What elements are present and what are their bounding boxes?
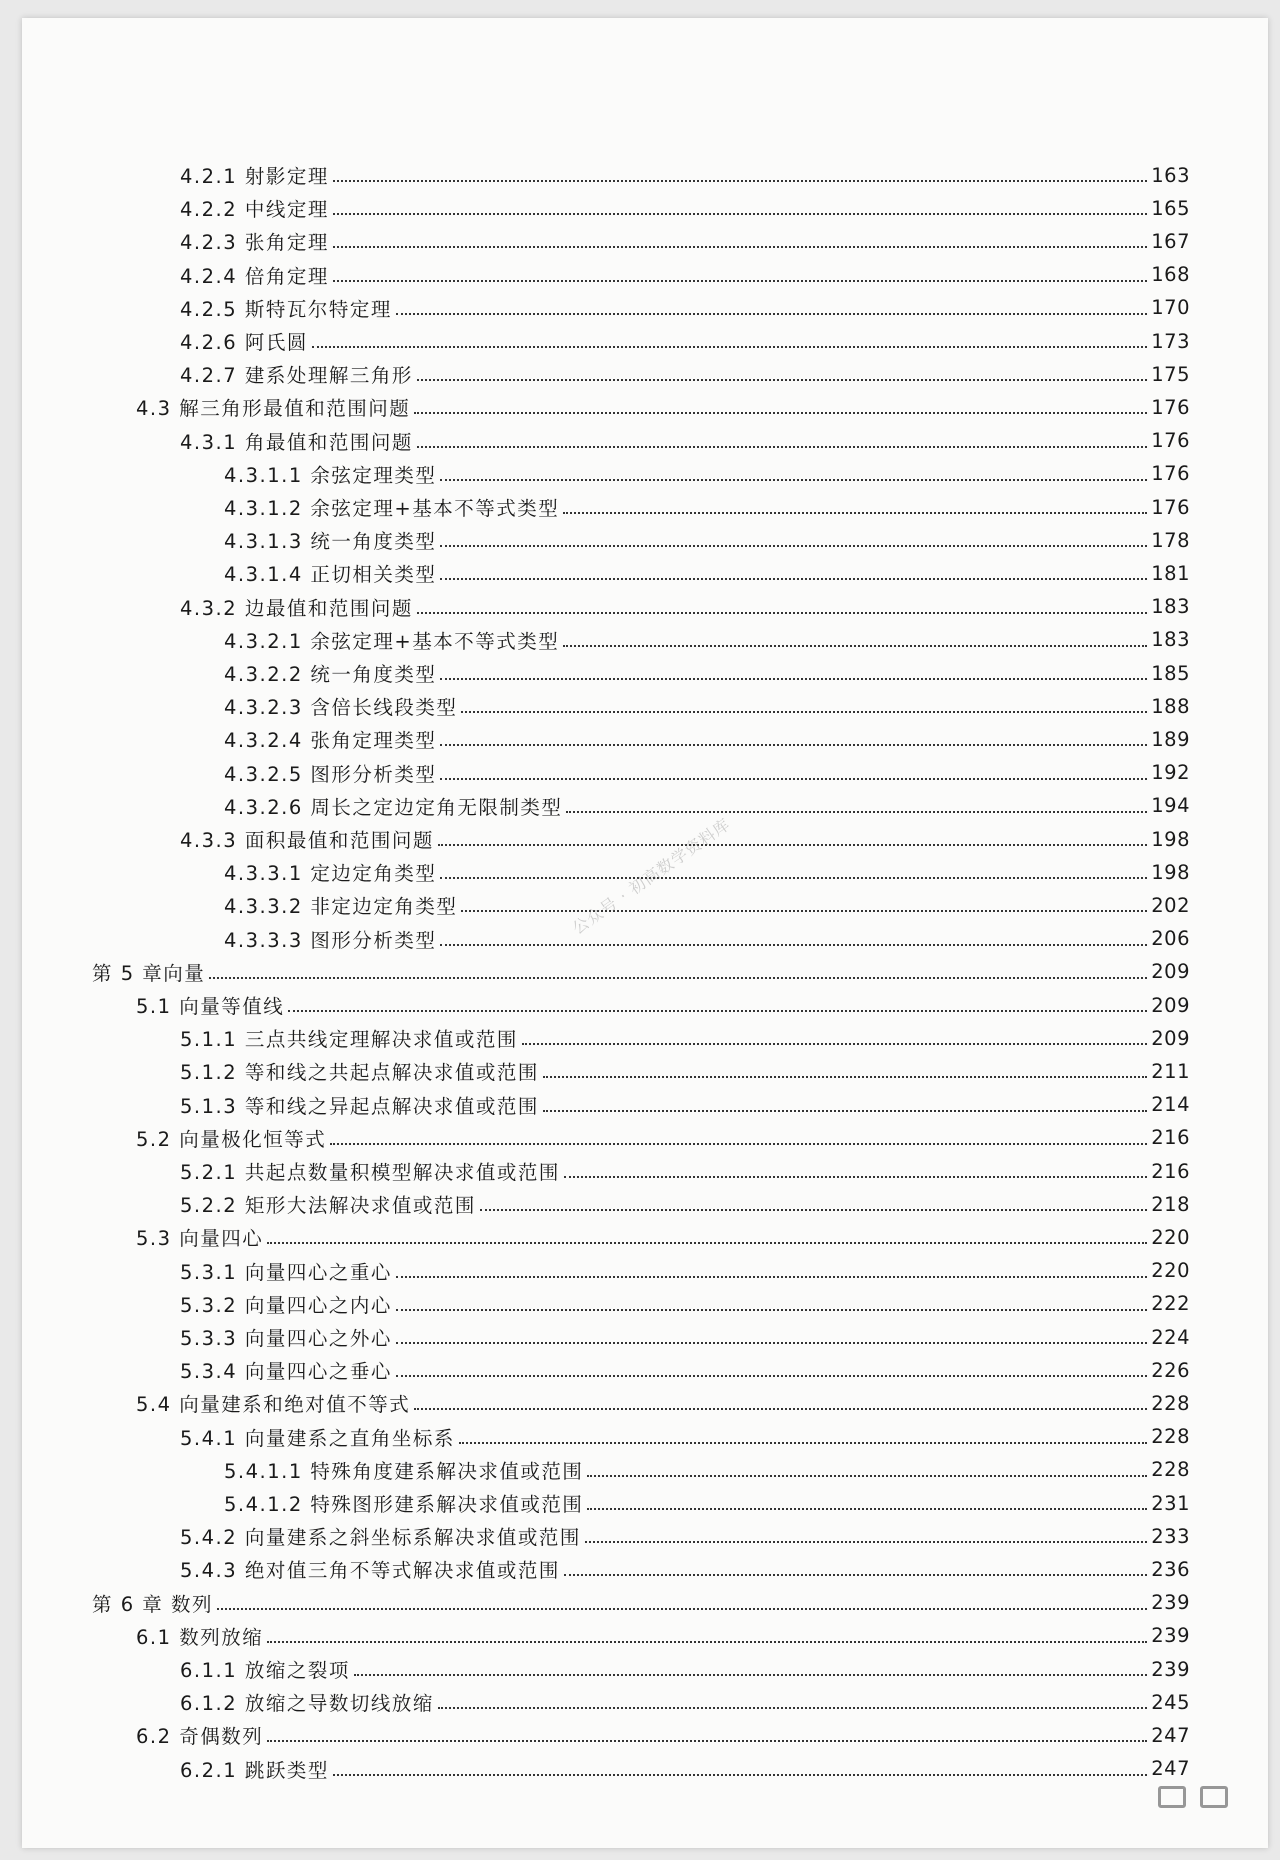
toc-entry-title: 4.3.2.6 周长之定边定角无限制类型	[224, 795, 563, 819]
dot-leader	[267, 1641, 1147, 1643]
toc-entry-title: 4.3.2.2 统一角度类型	[224, 663, 437, 686]
toc-entry-title: 5.4 向量建系和绝对值不等式	[136, 1393, 411, 1417]
dot-leader	[333, 280, 1147, 282]
dot-leader	[543, 1110, 1147, 1112]
toc-entry-page-number: 198	[1151, 827, 1190, 851]
dot-leader	[396, 1375, 1147, 1377]
toc-entry-title: 第 5 章向量	[92, 961, 206, 985]
dot-leader	[461, 711, 1147, 713]
toc-entry[interactable]	[180, 193, 1190, 223]
dot-leader	[480, 1209, 1147, 1211]
dot-leader	[417, 612, 1147, 614]
toc-entry[interactable]	[224, 1488, 1190, 1518]
toc-entry-title: 5.3.2 向量四心之内心	[180, 1293, 392, 1317]
toc-entry-page-number: 214	[1151, 1093, 1190, 1117]
toc-entry[interactable]	[92, 957, 1190, 987]
dot-leader	[566, 811, 1147, 813]
toc-entry-title: 4.2.1 射影定理	[180, 165, 329, 188]
toc-entry[interactable]	[180, 1422, 1190, 1452]
toc-entry[interactable]	[224, 890, 1190, 920]
toc-entry-page-number: 228	[1151, 1391, 1190, 1415]
toc-entry-title: 5.3 向量四心	[136, 1227, 264, 1251]
toc-entry-page-number: 192	[1151, 761, 1190, 785]
toc-entry-page-number: 211	[1151, 1059, 1190, 1083]
toc-entry-title: 4.3.3.1 定边定角类型	[224, 862, 437, 886]
toc-entry-title: 4.2.5 斯特瓦尔特定理	[180, 297, 392, 321]
toc-entry-title: 5.4.3 绝对值三角不等式解决求值或范围	[180, 1559, 560, 1583]
dot-leader	[330, 1143, 1147, 1145]
toc-entry[interactable]	[224, 558, 1190, 588]
toc-entry[interactable]	[224, 791, 1190, 821]
toc-entry-page-number: 228	[1151, 1425, 1190, 1449]
toc-entry[interactable]	[180, 1687, 1190, 1717]
toc-entry[interactable]	[180, 226, 1190, 256]
toc-entry-title: 5.2 向量极化恒等式	[136, 1127, 327, 1151]
dot-leader	[563, 512, 1147, 514]
toc-entry[interactable]	[180, 1754, 1190, 1784]
toc-entry-page-number: 188	[1151, 694, 1190, 718]
toc-entry-title: 4.3.3.3 图形分析类型	[224, 928, 437, 952]
toc-entry-title: 5.3.4 向量四心之垂心	[180, 1360, 392, 1384]
toc-entry[interactable]	[136, 1388, 1190, 1418]
toc-entry-page-number: 239	[1151, 1591, 1190, 1615]
dot-leader	[522, 1043, 1147, 1045]
dot-leader	[417, 446, 1147, 448]
dot-leader	[440, 578, 1147, 580]
toc-entry[interactable]	[136, 1222, 1190, 1252]
dot-leader	[333, 1774, 1147, 1776]
toc-entry-title: 4.2.4 倍角定理	[180, 264, 329, 288]
dot-leader	[209, 977, 1147, 979]
toc-entry-page-number: 206	[1151, 927, 1190, 951]
toc-entry[interactable]	[180, 359, 1190, 389]
scan-mark-icon	[1158, 1786, 1186, 1808]
toc-entry-page-number: 226	[1151, 1358, 1190, 1382]
toc-entry-page-number: 209	[1151, 1026, 1190, 1050]
dot-leader	[564, 1574, 1147, 1576]
toc-entry-title: 5.4.1.2 特殊图形建系解决求值或范围	[224, 1493, 584, 1516]
toc-entry-title: 4.3.3.2 非定边定角类型	[224, 895, 458, 919]
toc-entry-title: 5.4.1 向量建系之直角坐标系	[180, 1426, 455, 1450]
toc-entry-page-number: 228	[1151, 1458, 1190, 1482]
toc-entry-title: 4.3.1.4 正切相关类型	[224, 563, 437, 587]
toc-entry-page-number: 220	[1151, 1259, 1190, 1283]
toc-entry-title: 4.3.1 角最值和范围问题	[180, 430, 413, 454]
toc-entry[interactable]	[180, 1023, 1190, 1053]
dot-leader	[414, 1408, 1147, 1410]
dot-leader	[543, 1076, 1147, 1078]
toc-entry-title: 4.2.7 建系处理解三角形	[180, 364, 413, 388]
toc-entry-title: 4.3.2.1 余弦定理+基本不等式类型	[224, 629, 560, 653]
toc-entry-page-number: 209	[1151, 960, 1190, 984]
toc-entry-page-number: 216	[1151, 1159, 1190, 1183]
dot-leader	[396, 1309, 1147, 1311]
toc-entry-page-number: 224	[1151, 1325, 1190, 1349]
toc-entry-title: 5.3.3 向量四心之外心	[180, 1327, 392, 1350]
toc-entry-title: 4.3.1.1 余弦定理类型	[224, 463, 437, 487]
dot-leader	[440, 744, 1147, 746]
toc-entry[interactable]	[224, 724, 1190, 754]
toc-entry-title: 5.1.3 等和线之异起点解决求值或范围	[180, 1094, 539, 1118]
toc-entry[interactable]	[180, 1056, 1190, 1086]
dot-leader	[459, 1442, 1147, 1444]
toc-entry-page-number: 165	[1151, 196, 1190, 220]
scan-mark-icon	[1200, 1786, 1228, 1808]
toc-entry-page-number: 178	[1151, 528, 1190, 552]
toc-entry-page-number: 175	[1151, 362, 1190, 386]
dot-leader	[396, 313, 1147, 315]
toc-entry[interactable]	[224, 857, 1190, 887]
dot-leader	[396, 1276, 1147, 1278]
dot-leader	[417, 379, 1147, 381]
toc-entry-page-number: 222	[1151, 1292, 1190, 1316]
toc-entry-page-number: 247	[1151, 1757, 1190, 1781]
toc-entry-title: 4.3.1.2 余弦定理+基本不等式类型	[224, 497, 560, 520]
toc-entry[interactable]	[224, 658, 1190, 688]
toc-entry-title: 4.3.1.3 统一角度类型	[224, 530, 437, 554]
toc-entry[interactable]	[180, 426, 1190, 456]
toc-entry-title: 第 6 章 数列	[92, 1592, 214, 1616]
toc-entry[interactable]	[180, 1554, 1190, 1584]
toc-entry[interactable]	[224, 459, 1190, 489]
toc-entry[interactable]	[180, 1355, 1190, 1385]
toc-entry-page-number: 220	[1151, 1225, 1190, 1249]
toc-entry[interactable]	[136, 1123, 1190, 1153]
toc-entry[interactable]	[224, 1455, 1190, 1485]
toc-entry-title: 6.2.1 跳跃类型	[180, 1758, 329, 1782]
toc-entry-page-number: 239	[1151, 1657, 1190, 1681]
toc-entry[interactable]	[180, 160, 1190, 190]
dot-leader	[440, 877, 1147, 879]
toc-entry[interactable]	[180, 1289, 1190, 1319]
toc-entry[interactable]	[224, 758, 1190, 788]
toc-entry[interactable]	[180, 1090, 1190, 1120]
toc-entry[interactable]	[180, 260, 1190, 290]
toc-entry-title: 4.2.6 阿氏圆	[180, 331, 308, 354]
dot-leader	[267, 1740, 1147, 1742]
toc-entry-title: 6.1.1 放缩之裂项	[180, 1659, 350, 1682]
toc-entry-page-number: 189	[1151, 727, 1190, 751]
dot-leader	[440, 778, 1147, 780]
toc-entry[interactable]	[180, 1256, 1190, 1286]
toc-entry-title: 5.2.2 矩形大法解决求值或范围	[180, 1194, 476, 1218]
toc-entry-page-number: 167	[1151, 229, 1190, 253]
toc-entry-title: 4.2.3 张角定理	[180, 231, 329, 255]
toc-entry-title: 6.1 数列放缩	[136, 1625, 264, 1649]
toc-entry-title: 4.3.2 边最值和范围问题	[180, 596, 413, 620]
toc-entry[interactable]	[136, 392, 1190, 422]
dot-leader	[217, 1608, 1147, 1610]
toc-entry-page-number: 163	[1151, 163, 1190, 187]
toc-entry-page-number: 181	[1151, 561, 1190, 585]
dot-leader	[288, 1010, 1147, 1012]
toc-entry-title: 5.2.1 共起点数量积模型解决求值或范围	[180, 1161, 560, 1184]
toc-entry-page-number: 233	[1151, 1524, 1190, 1548]
dot-leader	[333, 180, 1147, 182]
toc-entry[interactable]	[224, 625, 1190, 655]
toc-entry[interactable]	[92, 1588, 1190, 1618]
toc-entry-page-number: 247	[1151, 1723, 1190, 1747]
toc-entry[interactable]	[224, 492, 1190, 522]
dot-leader	[587, 1508, 1147, 1510]
toc-entry[interactable]	[180, 326, 1190, 356]
dot-leader	[587, 1475, 1147, 1477]
toc-entry-title: 4.3.2.3 含倍长线段类型	[224, 696, 458, 720]
toc-entry[interactable]	[180, 1322, 1190, 1352]
dot-leader	[438, 844, 1147, 846]
toc-entry-page-number: 194	[1151, 794, 1190, 818]
toc-entry-title: 5.1.2 等和线之共起点解决求值或范围	[180, 1061, 539, 1085]
toc-entry-title: 5.4.1.1 特殊角度建系解决求值或范围	[224, 1459, 584, 1483]
toc-entry[interactable]	[180, 592, 1190, 622]
watermark: 公众号 · 初高数学资料库	[568, 814, 734, 939]
toc-entry[interactable]	[180, 293, 1190, 323]
toc-entry[interactable]	[224, 525, 1190, 555]
toc-entry-title: 6.2 奇偶数列	[136, 1725, 264, 1749]
toc-entry-title: 4.2.2 中线定理	[180, 198, 329, 222]
toc-entry-page-number: 183	[1151, 595, 1190, 619]
dot-leader	[440, 678, 1147, 680]
toc-entry[interactable]	[224, 691, 1190, 721]
document-page	[22, 18, 1268, 1848]
toc-entry-page-number: 176	[1151, 395, 1190, 419]
scan-corner-marks	[1158, 1786, 1228, 1808]
toc-entry-page-number: 231	[1151, 1491, 1190, 1515]
dot-leader	[414, 412, 1147, 414]
toc-entry-page-number: 239	[1151, 1624, 1190, 1648]
dot-leader	[312, 346, 1147, 348]
dot-leader	[333, 213, 1147, 215]
toc-entry-page-number: 183	[1151, 628, 1190, 652]
dot-leader	[396, 1342, 1147, 1344]
toc-entry-page-number: 245	[1151, 1690, 1190, 1714]
dot-leader	[438, 1707, 1147, 1709]
toc-entry-page-number: 218	[1151, 1192, 1190, 1216]
toc-entry-page-number: 185	[1151, 661, 1190, 685]
dot-leader	[440, 944, 1147, 946]
toc-entry-page-number: 216	[1151, 1126, 1190, 1150]
dot-leader	[354, 1674, 1147, 1676]
toc-entry-title: 4.3.2.5 图形分析类型	[224, 762, 437, 786]
toc-entry-title: 5.1 向量等值线	[136, 995, 285, 1018]
toc-entry[interactable]	[180, 1521, 1190, 1551]
toc-entry[interactable]	[180, 1654, 1190, 1684]
dot-leader	[440, 545, 1147, 547]
toc-entry-title: 6.1.2 放缩之导数切线放缩	[180, 1692, 434, 1716]
toc-entry-page-number: 202	[1151, 893, 1190, 917]
toc-entry-title: 5.1.1 三点共线定理解决求值或范围	[180, 1028, 518, 1052]
toc-entry-title: 4.3 解三角形最值和范围问题	[136, 397, 411, 421]
toc-entry-page-number: 176	[1151, 429, 1190, 453]
toc-entry[interactable]	[180, 1189, 1190, 1219]
toc-entry[interactable]	[180, 1156, 1190, 1186]
toc-entry[interactable]	[136, 1720, 1190, 1750]
toc-entry-page-number: 209	[1151, 993, 1190, 1017]
toc-entry-page-number: 176	[1151, 462, 1190, 486]
toc-entry-title: 5.4.2 向量建系之斜坐标系解决求值或范围	[180, 1526, 581, 1550]
toc-entry-page-number: 236	[1151, 1557, 1190, 1581]
dot-leader	[333, 246, 1147, 248]
toc-entry[interactable]	[136, 1621, 1190, 1651]
toc-entry-page-number: 170	[1151, 296, 1190, 320]
toc-entry-title: 5.3.1 向量四心之重心	[180, 1260, 392, 1284]
dot-leader	[440, 479, 1147, 481]
dot-leader	[564, 1176, 1147, 1178]
toc-entry-title: 4.3.3 面积最值和范围问题	[180, 829, 434, 852]
toc-entry-page-number: 168	[1151, 263, 1190, 287]
dot-leader	[563, 645, 1147, 647]
dot-leader	[585, 1541, 1147, 1543]
toc-entry-page-number: 176	[1151, 495, 1190, 519]
dot-leader	[267, 1242, 1147, 1244]
toc-entry-title: 4.3.2.4 张角定理类型	[224, 729, 437, 753]
toc-entry-page-number: 198	[1151, 860, 1190, 884]
toc-entry[interactable]	[224, 924, 1190, 954]
toc-entry-page-number: 173	[1151, 329, 1190, 353]
dot-leader	[461, 910, 1147, 912]
toc-entry[interactable]	[136, 990, 1190, 1020]
